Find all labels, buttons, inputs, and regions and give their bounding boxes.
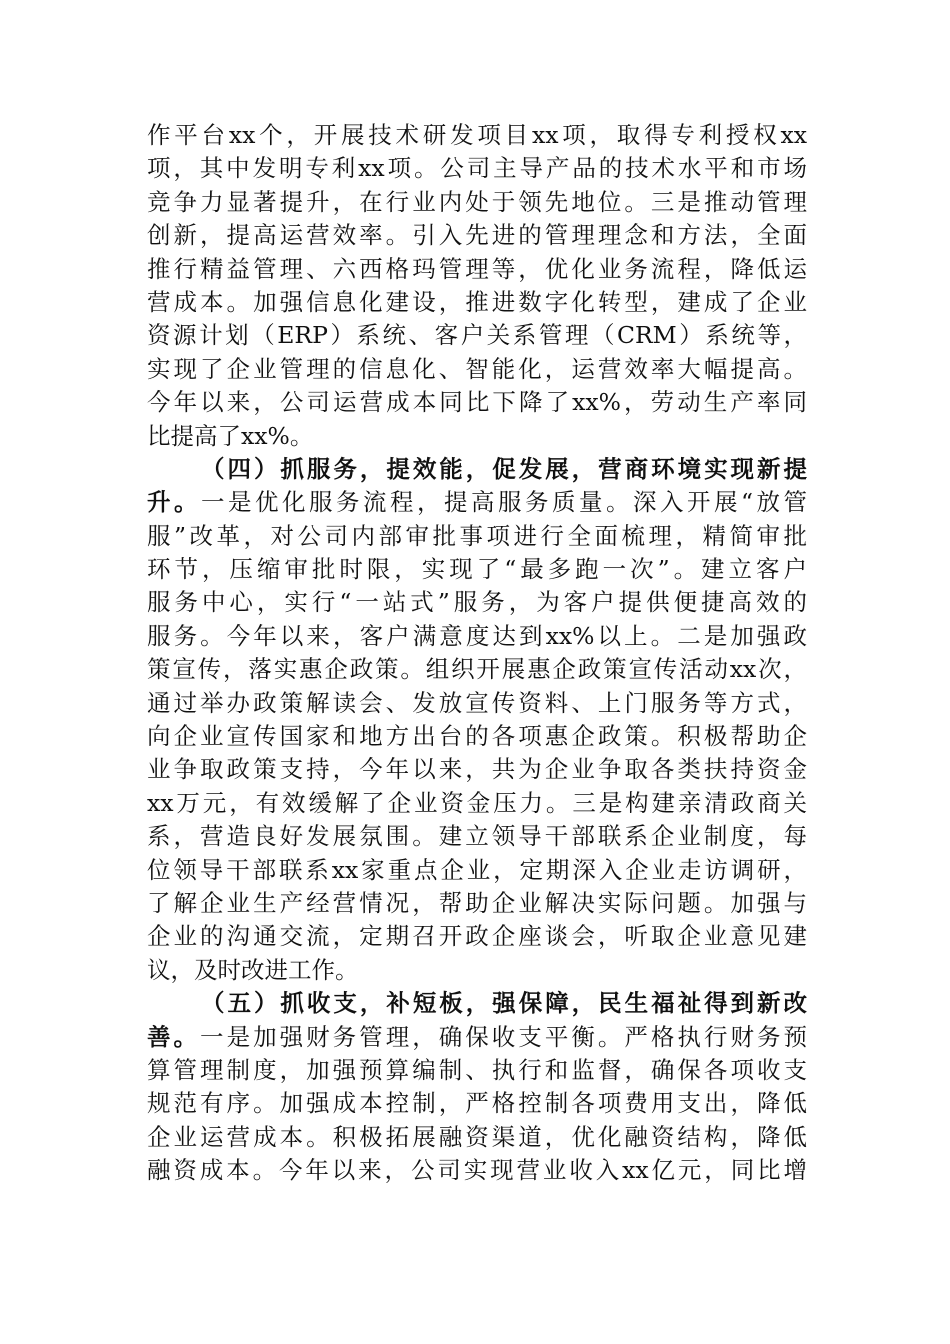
paragraph-heading-line — [147, 987, 807, 1020]
body-text: 服务中心，实行“一站式”服务，为客户提供便捷高效的 — [147, 588, 807, 617]
body-text: 策宣传，落实惠企政策。组织开展惠企政策宣传活动xx次， — [147, 655, 807, 684]
text-line — [147, 753, 807, 786]
text-line — [147, 119, 807, 152]
text-line — [147, 820, 807, 853]
text-line — [147, 920, 807, 953]
body-text: 系，营造良好发展氛围。建立领导干部联系企业制度，每 — [147, 822, 807, 851]
document-body — [147, 119, 807, 1188]
text-line — [147, 1021, 807, 1054]
text-line — [147, 653, 807, 686]
text-line — [147, 253, 807, 286]
text-line — [147, 486, 807, 519]
body-text: 服”改革，对公司内部审批事项进行全面梳理，精简审批 — [147, 521, 807, 550]
text-line — [147, 586, 807, 619]
text-line — [147, 787, 807, 820]
text-line — [147, 420, 807, 453]
text-line — [147, 219, 807, 252]
text-line — [147, 186, 807, 219]
paragraph — [147, 987, 807, 1187]
text-line — [147, 1121, 807, 1154]
body-text: 营成本。加强信息化建设，推进数字化转型，建成了企业 — [147, 287, 807, 316]
paragraph — [147, 453, 807, 987]
body-text: 环节，压缩审批时限，实现了“最多跑一次”。建立客户 — [147, 555, 807, 584]
body-text: 向企业宣传国家和地方出台的各项惠企政策。积极帮助企 — [147, 722, 807, 751]
body-text: 位领导干部联系xx家重点企业，定期深入企业走访调研， — [147, 855, 807, 884]
body-text: 融资成本。今年以来，公司实现营业收入xx亿元，同比增 — [147, 1156, 807, 1185]
body-text: 企业的沟通交流，定期召开政企座谈会，听取企业意见建 — [147, 922, 807, 951]
body-text: 项，其中发明专利xx项。公司主导产品的技术水平和市场 — [147, 154, 807, 183]
heading-text: 升。 — [147, 488, 201, 517]
body-text: xx万元，有效缓解了企业资金压力。三是构建亲清政商关 — [147, 788, 807, 817]
text-line — [147, 286, 807, 319]
heading-text: （五）抓收支，补短板，强保障，民生福祉得到新改 — [201, 989, 807, 1018]
text-line — [147, 620, 807, 653]
text-line — [147, 854, 807, 887]
body-text: 通过举办政策解读会、发放宣传资料、上门服务等方式， — [147, 688, 807, 717]
body-text: 一是优化服务流程，提高服务质量。深入开展“放管 — [201, 488, 807, 517]
heading-text: （四）抓服务，提效能，促发展，营商环境实现新提 — [201, 454, 807, 483]
body-text: 创新，提高运营效率。引入先进的管理理念和方法，全面 — [147, 221, 807, 250]
body-text: 算管理制度，加强预算编制、执行和监督，确保各项收支 — [147, 1055, 807, 1084]
body-text: 比提高了xx%。 — [147, 421, 314, 450]
text-line — [147, 720, 807, 753]
body-text: 议，及时改进工作。 — [147, 955, 359, 984]
heading-text: 善。 — [147, 1022, 201, 1051]
body-text: 服务。今年以来，客户满意度达到xx%以上。二是加强政 — [147, 621, 807, 650]
body-text: 资源计划（ERP）系统、客户关系管理（CRM）系统等， — [147, 321, 807, 350]
text-line — [147, 954, 807, 987]
body-text: 一是加强财务管理，确保收支平衡。严格执行财务预 — [200, 1022, 808, 1051]
body-text: 实现了企业管理的信息化、智能化，运营效率大幅提高。 — [147, 354, 807, 383]
body-text: 业争取政策支持，今年以来，共为企业争取各类扶持资金 — [147, 755, 807, 784]
text-line — [147, 520, 807, 553]
text-line — [147, 1087, 807, 1120]
body-text: 竞争力显著提升，在行业内处于领先地位。三是推动管理 — [147, 187, 807, 216]
body-text: 作平台xx个，开展技术研发项目xx项，取得专利授权xx — [147, 121, 807, 149]
body-text: 规范有序。加强成本控制，严格控制各项费用支出，降低 — [147, 1089, 807, 1118]
body-text: 了解企业生产经营情况，帮助企业解决实际问题。加强与 — [147, 888, 807, 917]
body-text: 今年以来，公司运营成本同比下降了xx%，劳动生产率同 — [147, 388, 807, 417]
text-line — [147, 1054, 807, 1087]
body-text: 企业运营成本。积极拓展融资渠道，优化融资结构，降低 — [147, 1122, 807, 1151]
body-text: 推行精益管理、六西格玛管理等，优化业务流程，降低运 — [147, 254, 807, 283]
text-line — [147, 386, 807, 419]
text-line — [147, 1154, 807, 1187]
text-line — [147, 152, 807, 185]
paragraph-heading-line — [147, 453, 807, 486]
text-line — [147, 887, 807, 920]
text-line — [147, 353, 807, 386]
text-line — [147, 687, 807, 720]
paragraph — [147, 119, 807, 453]
text-line — [147, 553, 807, 586]
text-line — [147, 319, 807, 352]
